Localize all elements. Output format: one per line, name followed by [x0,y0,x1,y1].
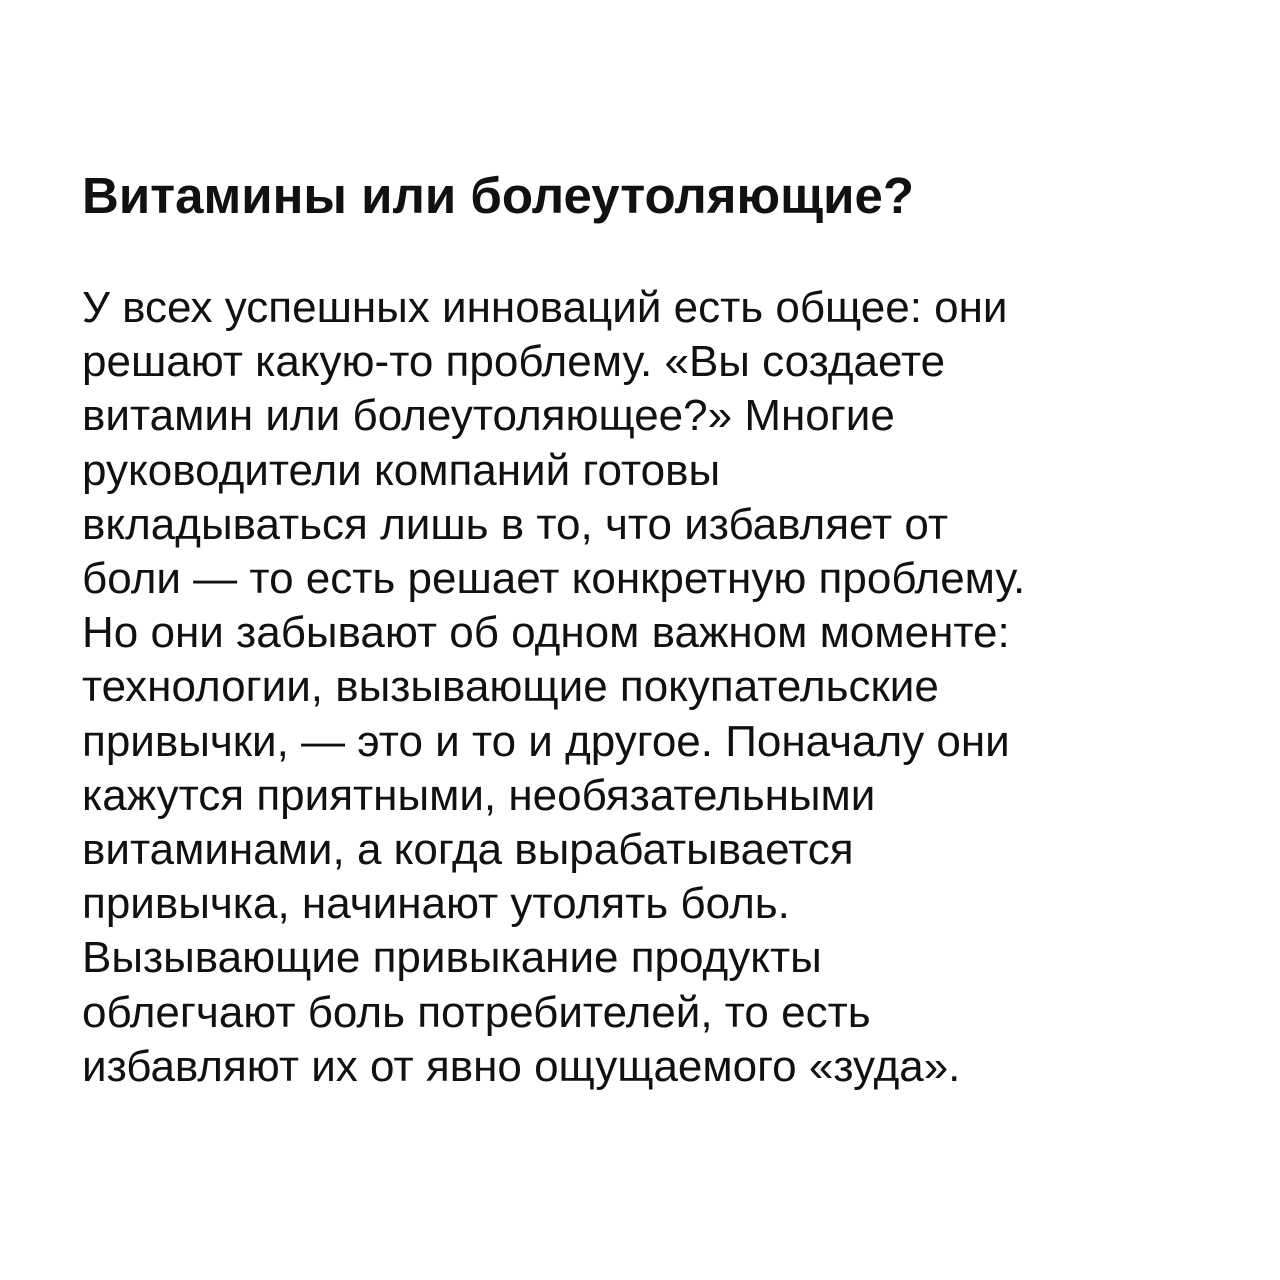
body-line: привычки, — это и то и другое. Поначалу они [82,716,1010,766]
body-line: витамин или болеутоляющее?» Многие [82,391,895,441]
body-line: У всех успешных инноваций есть общее: они [82,283,1008,332]
body-line: руководители компаний готовы [82,445,721,495]
body-line: Но они забывают об одном важном моменте: [82,608,1010,658]
body-line: избавляют их от явно ощущаемого «зуда». [82,1041,961,1091]
body-line: облегчают боль потребителей, то есть [82,987,871,1037]
body-line: кажутся приятными, необязательными [82,770,876,820]
body-line: привычка, начинают утолять боль. [82,879,790,929]
body-line: боли — то есть решает конкретную проблему. [82,554,1026,604]
body-text [82,281,1232,1094]
body-line: Вызывающие привыкание продукты [82,933,822,983]
body-line: вкладываться лишь в то, что избавляет от [82,499,949,549]
slide-title: Витамины или болеутоляющие? [82,167,914,224]
body-line: технологии, вызывающие покупательские [82,662,939,712]
body-line: витаминами, а когда вырабатывается [82,825,854,875]
body-line: решают какую-то проблему. «Вы создаете [82,337,946,387]
